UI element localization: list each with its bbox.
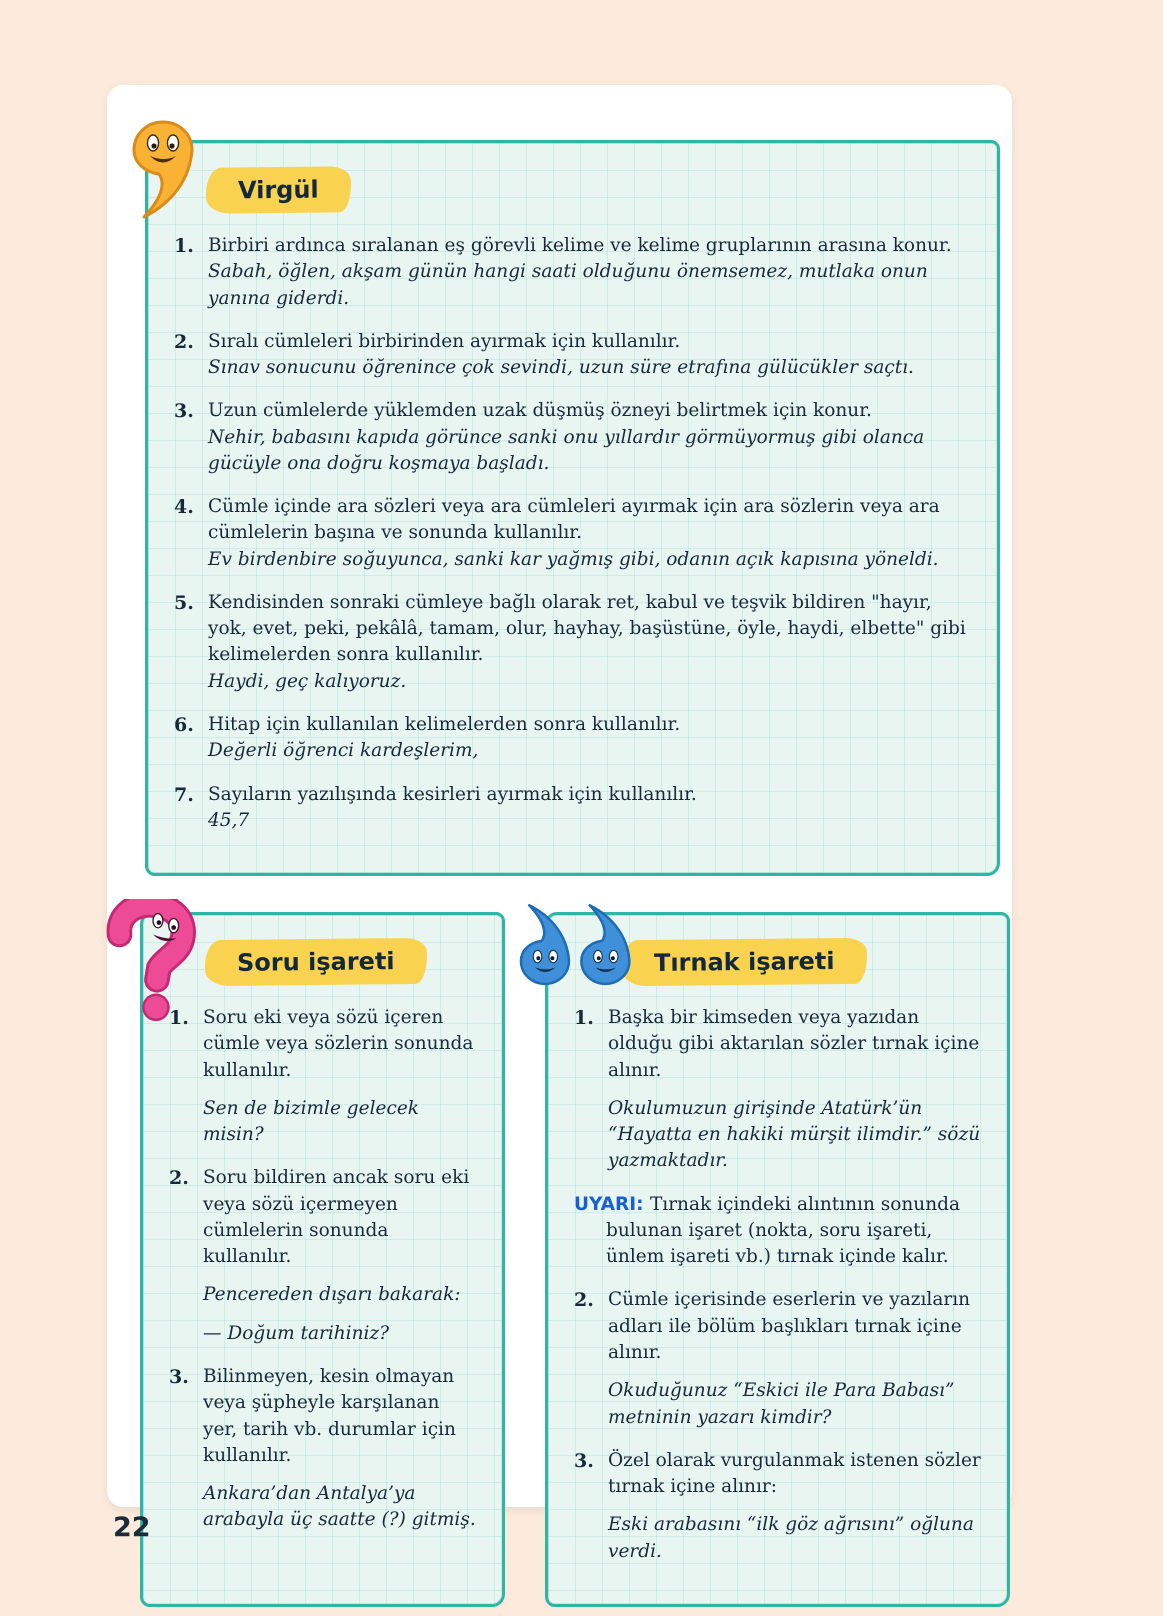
soru-title-row	[205, 915, 502, 1005]
example-text: Ankara’dan Antalya’ya arabayla üç saatte (?) gitmiş.	[203, 1483, 476, 1531]
rule-text: Bilinmeyen, kesin olmayan veya şüpheyle karşılanan yer, tarih vb. durumlar için kullanılır.	[203, 1365, 456, 1466]
item-number: 3.	[574, 1449, 594, 1472]
rule-text: Sayıların yazılışında kesirleri ayırmak için kullanılır.	[208, 783, 697, 805]
virgul-title: Virgül	[206, 166, 351, 214]
item-body	[208, 233, 973, 312]
list-item	[174, 329, 973, 382]
list-item	[174, 233, 973, 312]
item-body	[608, 1448, 983, 1565]
rule-text: Uzun cümlelerde yüklemden uzak düşmüş özneyi belirtmek için konur.	[208, 400, 872, 422]
soru-section	[140, 912, 505, 1607]
item-number: 5.	[174, 591, 194, 614]
warning-note: UYARI: Tırnak içindeki alıntının sonunda bulunan işaret (nokta, soru işareti, ünlem işareti vb.) tırnak içinde kalır.	[574, 1193, 960, 1268]
example-text: 45,7	[208, 809, 250, 831]
list-item	[574, 1287, 983, 1430]
rule-text: Başka bir kimseden veya yazıdan olduğu gibi aktarılan sözler tırnak içine alınır.	[608, 1007, 980, 1081]
virgul-section	[145, 140, 1000, 876]
example-text: Eski arabasını “ilk göz ağrısını” oğluna verdi.	[608, 1514, 974, 1562]
item-body	[203, 1364, 478, 1534]
example-text: Okuduğunuz “Eskici ile Para Babası” metninin yazarı kimdir?	[608, 1380, 955, 1428]
example-text: Nehir, babasını kapıda görünce sanki onu yıllardır görmüyormuş gibi olanca gücüyle ona doğru koşmaya başladı.	[208, 426, 925, 474]
item-number: 2.	[574, 1289, 594, 1312]
rule-text: Sıralı cümleleri birbirinden ayırmak için kullanılır.	[208, 330, 681, 352]
item-number: 4.	[174, 496, 194, 519]
item-body	[203, 1005, 478, 1148]
list-item	[574, 1005, 983, 1175]
list-item	[174, 712, 973, 765]
rule-text: Hitap için kullanılan kelimelerden sonra kullanılır.	[208, 713, 681, 735]
list-item	[169, 1364, 478, 1534]
list-item	[174, 398, 973, 477]
item-number: 2.	[169, 1167, 189, 1190]
item-number: 1.	[174, 235, 194, 257]
example-text: Pencereden dışarı bakarak:	[203, 1284, 461, 1306]
virgul-title-row	[206, 143, 997, 233]
example-text: Değerli öğrenci kardeşlerim,	[208, 740, 479, 762]
example-text: — Doğum tarihiniz?	[203, 1322, 390, 1344]
rule-text: Birbiri ardınca sıralanan eş görevli kelime ve kelime gruplarının arasına konur.	[208, 235, 952, 256]
warning-label: UYARI:	[574, 1193, 650, 1215]
page-number: 22	[113, 1512, 151, 1543]
item-number: 2.	[174, 330, 194, 353]
list-item	[169, 1165, 478, 1347]
tirnak-title-row	[622, 915, 1007, 1005]
item-number: 3.	[169, 1365, 189, 1388]
list-item	[174, 494, 973, 573]
list-item	[169, 1005, 478, 1148]
soru-title: Soru işareti	[205, 938, 427, 986]
bottom-row	[140, 912, 1012, 1607]
rule-text: Özel olarak vurgulanmak istenen sözler tırnak içine alınır:	[608, 1449, 981, 1498]
rule-text: Cümle içinde ara sözleri veya ara cümleleri ayırmak için ara sözlerin veya ara cümlelerin başına ve sonunda kullanılır.	[208, 496, 940, 544]
question-mark-mascot-icon	[103, 899, 203, 1029]
rule-text: Soru eki veya sözü içeren cümle veya sözlerin sonunda kullanılır.	[203, 1007, 474, 1081]
rule-text: Cümle içerisinde eserlerin ve yazıların adları ile bölüm başlıkları tırnak içine alınır.	[608, 1289, 971, 1363]
item-body	[608, 1005, 983, 1175]
example-text: Sınav sonucunu öğrenince çok sevindi, uzun süre etrafına gülücükler saçtı.	[208, 357, 914, 379]
list-item	[174, 782, 973, 835]
item-body	[208, 712, 973, 765]
item-body	[208, 398, 973, 477]
rule-text: Soru bildiren ancak soru eki veya sözü içermeyen cümlelerin sonunda kullanılır.	[203, 1167, 470, 1268]
tirnak-title: Tırnak işareti	[622, 938, 867, 987]
item-body	[608, 1287, 983, 1430]
item-body	[203, 1165, 478, 1347]
item-body	[208, 494, 973, 573]
tirnak-section	[545, 912, 1010, 1607]
item-body	[208, 782, 973, 835]
item-number: 6.	[174, 713, 194, 736]
example-text: Haydi, geç kalıyoruz.	[208, 670, 407, 692]
list-item	[574, 1448, 983, 1565]
example-text: Okulumuzun girişinde Atatürk’ün “Hayatta en hakiki mürşit ilimdir.” sözü yazmaktadır.	[608, 1097, 981, 1172]
item-body	[208, 590, 973, 695]
list-item	[174, 590, 973, 695]
tirnak-list	[548, 1005, 1007, 1604]
item-number: 1.	[169, 1007, 189, 1030]
example-text: Sen de bizimle gelecek misin?	[203, 1097, 419, 1146]
item-number: 7.	[174, 783, 194, 806]
item-body	[208, 329, 973, 382]
quote-marks-mascot-icon	[516, 901, 636, 989]
example-text: Ev birdenbire soğuyunca, sanki kar yağmış gibi, odanın açık kapısına yöneldi.	[208, 548, 939, 570]
virgul-list	[148, 233, 997, 873]
comma-mascot-icon	[128, 119, 200, 221]
rule-text: Kendisinden sonraki cümleye bağlı olarak ret, kabul ve teşvik bildiren "hayır, yok, evet, peki, pekâlâ, tamam, olur, hayhay, başüstüne, öyle, haydi, elbette" gibi kelimelerden sonra kullanılır.	[208, 591, 966, 666]
example-text: Sabah, öğlen, akşam günün hangi saati olduğunu önemsemez, mutlaka onun yanına giderdi.	[208, 261, 928, 309]
soru-list	[143, 1005, 502, 1573]
item-number: 3.	[174, 400, 194, 423]
item-number: 1.	[574, 1007, 594, 1030]
